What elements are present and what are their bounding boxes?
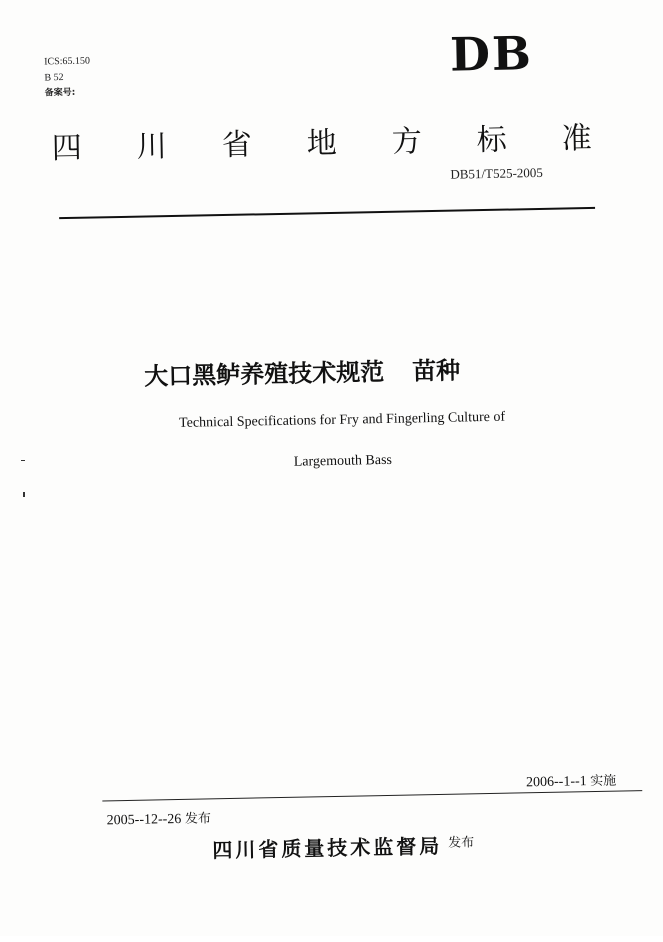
ics-code: ICS:65.150 bbox=[44, 55, 91, 68]
scan-speck bbox=[23, 492, 25, 497]
chinese-title-main: 大口黑鲈养殖技术规范 bbox=[143, 357, 385, 391]
publication-date-value: 2005--12--26 bbox=[106, 811, 182, 829]
standard-type-char: 四 bbox=[51, 130, 83, 167]
db-logo: DB bbox=[449, 26, 534, 82]
footer-divider bbox=[102, 790, 642, 801]
standard-type-char: 标 bbox=[476, 122, 508, 159]
standard-type-char: 省 bbox=[221, 127, 253, 164]
issuer-name: 四川省质量技术监督局 bbox=[212, 833, 443, 863]
standard-type-title bbox=[51, 113, 592, 167]
ccs-code: B 52 bbox=[44, 72, 64, 84]
publication-date bbox=[107, 807, 212, 829]
implementation-label: 实施 bbox=[590, 773, 617, 790]
scan-speck bbox=[21, 460, 25, 461]
implementation-date bbox=[526, 770, 617, 792]
record-number-label: 备案号: bbox=[44, 87, 76, 99]
chinese-title-sub: 苗种 bbox=[411, 356, 461, 386]
standard-type-char: 准 bbox=[561, 120, 593, 157]
standard-type-char: 地 bbox=[306, 125, 338, 162]
implementation-date-value: 2006--1--1 bbox=[525, 774, 587, 791]
chinese-title bbox=[144, 351, 461, 392]
header-divider bbox=[59, 207, 595, 219]
english-title-line2: Largemouth Bass bbox=[293, 452, 393, 470]
standard-type-char: 方 bbox=[391, 124, 423, 160]
standard-type-char: 川 bbox=[136, 129, 168, 165]
issuing-authority bbox=[212, 829, 475, 863]
issuer-action: 发布 bbox=[448, 835, 475, 851]
english-title-line1: Technical Specifications for Fry and Fingerling Culture of bbox=[178, 409, 506, 431]
publication-label: 发布 bbox=[184, 811, 212, 827]
standard-code: DB51/T525-2005 bbox=[450, 164, 543, 182]
